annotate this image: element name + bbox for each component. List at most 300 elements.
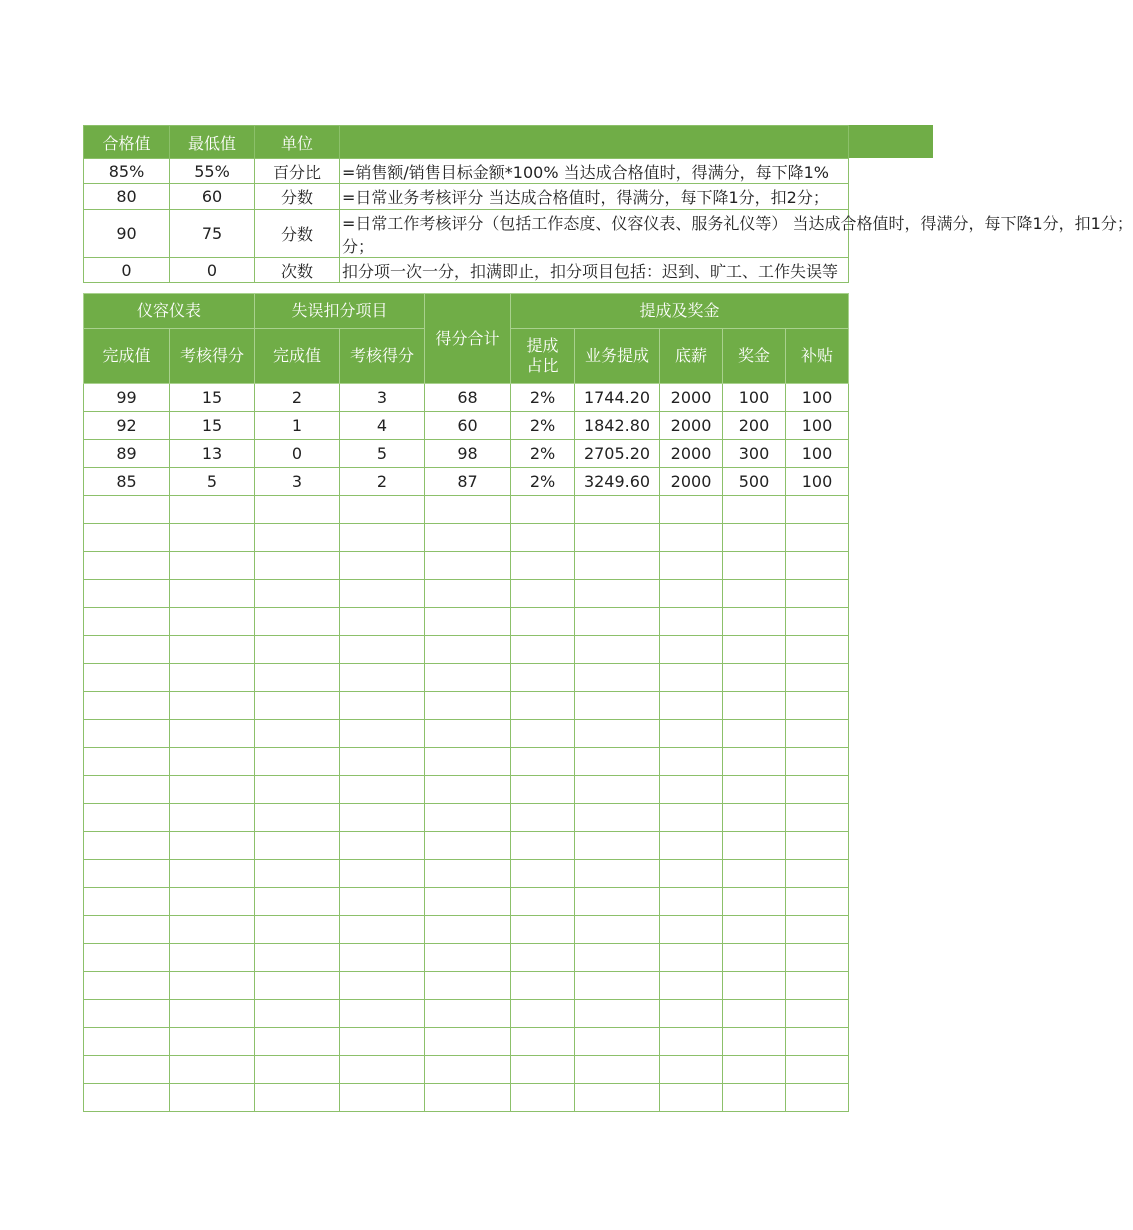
empty-cell[interactable] bbox=[786, 720, 849, 748]
empty-cell[interactable] bbox=[255, 552, 340, 580]
empty-cell[interactable] bbox=[84, 496, 170, 524]
empty-cell[interactable] bbox=[255, 664, 340, 692]
empty-cell[interactable] bbox=[425, 776, 511, 804]
empty-cell[interactable] bbox=[425, 1056, 511, 1084]
empty-cell[interactable] bbox=[425, 860, 511, 888]
empty-cell[interactable] bbox=[425, 972, 511, 1000]
empty-cell[interactable] bbox=[170, 496, 255, 524]
empty-cell[interactable] bbox=[340, 608, 425, 636]
cell-mistakes-done[interactable]: 2 bbox=[255, 384, 340, 412]
empty-cell[interactable] bbox=[425, 664, 511, 692]
header-appearance-done[interactable]: 完成值 bbox=[84, 329, 170, 384]
empty-cell[interactable] bbox=[425, 888, 511, 916]
empty-cell[interactable] bbox=[170, 944, 255, 972]
cell-pass[interactable]: 80 bbox=[84, 184, 170, 210]
header-total-score[interactable]: 得分合计 bbox=[425, 294, 511, 384]
empty-cell[interactable] bbox=[340, 636, 425, 664]
empty-cell[interactable] bbox=[786, 636, 849, 664]
cell-rate[interactable]: 2% bbox=[511, 384, 575, 412]
empty-cell[interactable] bbox=[255, 860, 340, 888]
cell-min[interactable]: 75 bbox=[170, 210, 255, 258]
empty-row bbox=[84, 1000, 849, 1028]
empty-cell[interactable] bbox=[255, 944, 340, 972]
empty-cell[interactable] bbox=[723, 832, 786, 860]
empty-cell[interactable] bbox=[340, 972, 425, 1000]
empty-cell[interactable] bbox=[723, 608, 786, 636]
empty-cell[interactable] bbox=[660, 972, 723, 1000]
empty-cell[interactable] bbox=[84, 1028, 170, 1056]
empty-cell[interactable] bbox=[84, 1000, 170, 1028]
empty-cell[interactable] bbox=[786, 804, 849, 832]
empty-cell[interactable] bbox=[511, 888, 575, 916]
empty-cell[interactable] bbox=[723, 496, 786, 524]
empty-cell[interactable] bbox=[84, 608, 170, 636]
empty-cell[interactable] bbox=[340, 1028, 425, 1056]
empty-cell[interactable] bbox=[786, 972, 849, 1000]
empty-cell[interactable] bbox=[425, 608, 511, 636]
empty-cell[interactable] bbox=[660, 608, 723, 636]
empty-cell[interactable] bbox=[170, 580, 255, 608]
empty-cell[interactable] bbox=[511, 916, 575, 944]
group-mistakes[interactable]: 失误扣分项目 bbox=[255, 294, 425, 329]
empty-cell[interactable] bbox=[786, 580, 849, 608]
empty-cell[interactable] bbox=[786, 888, 849, 916]
empty-cell[interactable] bbox=[786, 608, 849, 636]
empty-cell[interactable] bbox=[660, 496, 723, 524]
empty-cell[interactable] bbox=[575, 804, 660, 832]
empty-cell[interactable] bbox=[170, 1056, 255, 1084]
cell-unit[interactable]: 分数 bbox=[255, 210, 340, 258]
empty-cell[interactable] bbox=[575, 1000, 660, 1028]
empty-cell[interactable] bbox=[575, 720, 660, 748]
header-unit[interactable]: 单位 bbox=[255, 126, 340, 159]
cell-subsidy[interactable]: 100 bbox=[786, 412, 849, 440]
empty-cell[interactable] bbox=[425, 1028, 511, 1056]
cell-pass[interactable]: 90 bbox=[84, 210, 170, 258]
cell-subsidy[interactable]: 100 bbox=[786, 384, 849, 412]
empty-cell[interactable] bbox=[84, 776, 170, 804]
empty-cell[interactable] bbox=[511, 832, 575, 860]
empty-cell[interactable] bbox=[425, 524, 511, 552]
empty-cell[interactable] bbox=[255, 636, 340, 664]
cell-desc[interactable] bbox=[340, 210, 1133, 258]
empty-cell[interactable] bbox=[723, 916, 786, 944]
cell-desc[interactable]: =销售额/销售目标金额*100% 当达成合格值时，得满分，每下降1% bbox=[340, 159, 849, 184]
empty-cell[interactable] bbox=[340, 692, 425, 720]
empty-cell[interactable] bbox=[660, 1000, 723, 1028]
empty-cell[interactable] bbox=[255, 1000, 340, 1028]
empty-cell[interactable] bbox=[170, 608, 255, 636]
empty-row bbox=[84, 608, 849, 636]
cell-mistakes-score[interactable]: 4 bbox=[340, 412, 425, 440]
empty-cell[interactable] bbox=[170, 692, 255, 720]
empty-cell[interactable] bbox=[170, 916, 255, 944]
empty-cell[interactable] bbox=[340, 860, 425, 888]
empty-cell[interactable] bbox=[425, 580, 511, 608]
criteria-row bbox=[84, 184, 849, 210]
empty-cell[interactable] bbox=[425, 804, 511, 832]
empty-cell[interactable] bbox=[84, 552, 170, 580]
empty-cell[interactable] bbox=[575, 748, 660, 776]
empty-cell[interactable] bbox=[786, 1028, 849, 1056]
empty-cell[interactable] bbox=[170, 972, 255, 1000]
empty-cell[interactable] bbox=[340, 1056, 425, 1084]
empty-cell[interactable] bbox=[170, 832, 255, 860]
empty-cell[interactable] bbox=[340, 916, 425, 944]
cell-total[interactable]: 60 bbox=[425, 412, 511, 440]
cell-min[interactable]: 0 bbox=[170, 258, 255, 283]
empty-cell[interactable] bbox=[575, 496, 660, 524]
empty-cell[interactable] bbox=[511, 720, 575, 748]
cell-appearance-score[interactable]: 15 bbox=[170, 412, 255, 440]
empty-cell[interactable] bbox=[425, 1084, 511, 1112]
header-pass-value[interactable]: 合格值 bbox=[84, 126, 170, 159]
empty-cell[interactable] bbox=[575, 524, 660, 552]
header-subsidy[interactable]: 补贴 bbox=[786, 329, 849, 384]
empty-cell[interactable] bbox=[786, 832, 849, 860]
header-appearance-score[interactable]: 考核得分 bbox=[170, 329, 255, 384]
empty-cell[interactable] bbox=[723, 664, 786, 692]
empty-cell[interactable] bbox=[170, 1000, 255, 1028]
empty-cell[interactable] bbox=[255, 804, 340, 832]
cell-appearance-score[interactable]: 5 bbox=[170, 468, 255, 496]
empty-cell[interactable] bbox=[255, 748, 340, 776]
group-header-row bbox=[84, 294, 849, 329]
cell-base-salary[interactable]: 2000 bbox=[660, 384, 723, 412]
empty-cell[interactable] bbox=[575, 552, 660, 580]
empty-cell[interactable] bbox=[255, 888, 340, 916]
cell-appearance-score[interactable]: 15 bbox=[170, 384, 255, 412]
empty-cell[interactable] bbox=[425, 944, 511, 972]
empty-cell[interactable] bbox=[340, 888, 425, 916]
empty-cell[interactable] bbox=[170, 748, 255, 776]
empty-cell[interactable] bbox=[511, 692, 575, 720]
empty-cell[interactable] bbox=[511, 972, 575, 1000]
empty-cell[interactable] bbox=[575, 580, 660, 608]
empty-cell[interactable] bbox=[340, 720, 425, 748]
empty-cell[interactable] bbox=[723, 860, 786, 888]
cell-pass[interactable]: 0 bbox=[84, 258, 170, 283]
empty-cell[interactable] bbox=[425, 1000, 511, 1028]
empty-cell[interactable] bbox=[786, 916, 849, 944]
empty-cell[interactable] bbox=[786, 1084, 849, 1112]
cell-min[interactable]: 60 bbox=[170, 184, 255, 210]
empty-cell[interactable] bbox=[660, 1028, 723, 1056]
empty-cell[interactable] bbox=[425, 832, 511, 860]
empty-cell[interactable] bbox=[170, 804, 255, 832]
empty-cell[interactable] bbox=[511, 1056, 575, 1084]
empty-cell[interactable] bbox=[723, 1056, 786, 1084]
empty-cell[interactable] bbox=[660, 720, 723, 748]
empty-cell[interactable] bbox=[723, 524, 786, 552]
empty-cell[interactable] bbox=[170, 860, 255, 888]
cell-appearance-done[interactable]: 89 bbox=[84, 440, 170, 468]
cell-mistakes-score[interactable]: 3 bbox=[340, 384, 425, 412]
empty-cell[interactable] bbox=[255, 496, 340, 524]
empty-cell[interactable] bbox=[511, 1000, 575, 1028]
header-min-value[interactable]: 最低值 bbox=[170, 126, 255, 159]
empty-cell[interactable] bbox=[340, 664, 425, 692]
empty-cell[interactable] bbox=[786, 1000, 849, 1028]
empty-cell[interactable] bbox=[84, 860, 170, 888]
empty-cell[interactable] bbox=[660, 1084, 723, 1112]
empty-cell[interactable] bbox=[170, 776, 255, 804]
empty-cell[interactable] bbox=[340, 1084, 425, 1112]
empty-cell[interactable] bbox=[511, 860, 575, 888]
cell-total[interactable]: 68 bbox=[425, 384, 511, 412]
empty-cell[interactable] bbox=[723, 888, 786, 916]
empty-cell[interactable] bbox=[723, 776, 786, 804]
empty-cell[interactable] bbox=[425, 748, 511, 776]
header-bonus[interactable]: 奖金 bbox=[723, 329, 786, 384]
cell-mistakes-done[interactable]: 3 bbox=[255, 468, 340, 496]
empty-cell[interactable] bbox=[575, 776, 660, 804]
empty-cell[interactable] bbox=[340, 804, 425, 832]
empty-cell[interactable] bbox=[786, 552, 849, 580]
empty-cell[interactable] bbox=[660, 552, 723, 580]
empty-cell[interactable] bbox=[340, 580, 425, 608]
empty-cell[interactable] bbox=[340, 524, 425, 552]
empty-cell[interactable] bbox=[575, 1028, 660, 1056]
cell-bonus[interactable]: 200 bbox=[723, 412, 786, 440]
empty-cell[interactable] bbox=[660, 860, 723, 888]
empty-cell[interactable] bbox=[84, 888, 170, 916]
cell-mistakes-score[interactable]: 2 bbox=[340, 468, 425, 496]
empty-cell[interactable] bbox=[255, 720, 340, 748]
empty-cell[interactable] bbox=[255, 916, 340, 944]
empty-cell[interactable] bbox=[660, 832, 723, 860]
empty-cell[interactable] bbox=[786, 524, 849, 552]
empty-cell[interactable] bbox=[575, 972, 660, 1000]
cell-bonus[interactable]: 300 bbox=[723, 440, 786, 468]
empty-cell[interactable] bbox=[255, 608, 340, 636]
header-mistakes-done[interactable]: 完成值 bbox=[255, 329, 340, 384]
cell-subsidy[interactable]: 100 bbox=[786, 468, 849, 496]
empty-cell[interactable] bbox=[786, 776, 849, 804]
empty-cell[interactable] bbox=[511, 608, 575, 636]
empty-cell[interactable] bbox=[511, 1084, 575, 1112]
empty-cell[interactable] bbox=[170, 552, 255, 580]
group-commission[interactable]: 提成及奖金 bbox=[511, 294, 849, 329]
empty-cell[interactable] bbox=[660, 776, 723, 804]
empty-cell[interactable] bbox=[575, 944, 660, 972]
cell-desc[interactable]: =日常业务考核评分 当达成合格值时，得满分，每下降1分，扣2分； bbox=[340, 184, 849, 210]
cell-mistakes-done[interactable]: 1 bbox=[255, 412, 340, 440]
empty-cell[interactable] bbox=[786, 748, 849, 776]
empty-cell[interactable] bbox=[340, 776, 425, 804]
empty-cell[interactable] bbox=[511, 496, 575, 524]
cell-mistakes-done[interactable]: 0 bbox=[255, 440, 340, 468]
empty-cell[interactable] bbox=[340, 944, 425, 972]
empty-cell[interactable] bbox=[723, 944, 786, 972]
cell-biz-commission[interactable]: 1744.20 bbox=[575, 384, 660, 412]
cell-rate[interactable]: 2% bbox=[511, 468, 575, 496]
empty-cell[interactable] bbox=[255, 832, 340, 860]
empty-cell[interactable] bbox=[575, 888, 660, 916]
empty-cell[interactable] bbox=[660, 944, 723, 972]
empty-cell[interactable] bbox=[575, 832, 660, 860]
empty-cell[interactable] bbox=[84, 804, 170, 832]
empty-cell[interactable] bbox=[84, 944, 170, 972]
empty-cell[interactable] bbox=[723, 804, 786, 832]
cell-rate[interactable]: 2% bbox=[511, 440, 575, 468]
cell-base-salary[interactable]: 2000 bbox=[660, 412, 723, 440]
empty-cell[interactable] bbox=[425, 692, 511, 720]
empty-cell[interactable] bbox=[575, 860, 660, 888]
empty-cell[interactable] bbox=[84, 916, 170, 944]
empty-cell[interactable] bbox=[255, 1084, 340, 1112]
empty-row bbox=[84, 832, 849, 860]
empty-cell[interactable] bbox=[340, 832, 425, 860]
empty-cell[interactable] bbox=[660, 692, 723, 720]
empty-cell[interactable] bbox=[255, 524, 340, 552]
cell-biz-commission[interactable]: 1842.80 bbox=[575, 412, 660, 440]
cell-total[interactable]: 87 bbox=[425, 468, 511, 496]
empty-cell[interactable] bbox=[84, 832, 170, 860]
empty-cell[interactable] bbox=[170, 636, 255, 664]
empty-cell[interactable] bbox=[511, 776, 575, 804]
empty-cell[interactable] bbox=[170, 1084, 255, 1112]
empty-cell[interactable] bbox=[575, 608, 660, 636]
cell-desc[interactable]: 扣分项一次一分，扣满即止，扣分项目包括：迟到、旷工、工作失误等 bbox=[340, 258, 849, 283]
cell-bonus[interactable]: 100 bbox=[723, 384, 786, 412]
empty-cell[interactable] bbox=[723, 720, 786, 748]
cell-base-salary[interactable]: 2000 bbox=[660, 468, 723, 496]
empty-cell[interactable] bbox=[255, 972, 340, 1000]
empty-cell[interactable] bbox=[84, 748, 170, 776]
cell-unit[interactable]: 次数 bbox=[255, 258, 340, 283]
empty-cell[interactable] bbox=[660, 1056, 723, 1084]
empty-cell[interactable] bbox=[660, 580, 723, 608]
empty-cell[interactable] bbox=[340, 748, 425, 776]
empty-cell[interactable] bbox=[511, 524, 575, 552]
cell-unit[interactable]: 百分比 bbox=[255, 159, 340, 184]
cell-biz-commission[interactable]: 2705.20 bbox=[575, 440, 660, 468]
empty-cell[interactable] bbox=[84, 636, 170, 664]
empty-cell[interactable] bbox=[723, 580, 786, 608]
cell-appearance-done[interactable]: 99 bbox=[84, 384, 170, 412]
empty-cell[interactable] bbox=[84, 524, 170, 552]
empty-cell[interactable] bbox=[723, 972, 786, 1000]
cell-bonus[interactable]: 500 bbox=[723, 468, 786, 496]
empty-cell[interactable] bbox=[255, 1056, 340, 1084]
empty-cell[interactable] bbox=[660, 916, 723, 944]
cell-subsidy[interactable]: 100 bbox=[786, 440, 849, 468]
header-commission-rate[interactable] bbox=[511, 329, 575, 384]
empty-cell[interactable] bbox=[723, 636, 786, 664]
empty-cell[interactable] bbox=[723, 1084, 786, 1112]
empty-cell[interactable] bbox=[425, 720, 511, 748]
empty-cell[interactable] bbox=[786, 664, 849, 692]
empty-cell[interactable] bbox=[170, 888, 255, 916]
empty-cell[interactable] bbox=[786, 692, 849, 720]
empty-cell[interactable] bbox=[84, 1084, 170, 1112]
empty-row bbox=[84, 664, 849, 692]
empty-cell[interactable] bbox=[84, 1056, 170, 1084]
empty-cell[interactable] bbox=[170, 524, 255, 552]
empty-cell[interactable] bbox=[84, 580, 170, 608]
empty-cell[interactable] bbox=[511, 804, 575, 832]
empty-cell[interactable] bbox=[425, 916, 511, 944]
cell-appearance-done[interactable]: 92 bbox=[84, 412, 170, 440]
empty-cell[interactable] bbox=[170, 1028, 255, 1056]
cell-rate[interactable]: 2% bbox=[511, 412, 575, 440]
cell-unit[interactable]: 分数 bbox=[255, 184, 340, 210]
empty-cell[interactable] bbox=[723, 1000, 786, 1028]
cell-base-salary[interactable]: 2000 bbox=[660, 440, 723, 468]
empty-cell[interactable] bbox=[511, 748, 575, 776]
cell-total[interactable]: 98 bbox=[425, 440, 511, 468]
empty-cell[interactable] bbox=[575, 636, 660, 664]
cell-appearance-done[interactable]: 85 bbox=[84, 468, 170, 496]
empty-cell[interactable] bbox=[660, 804, 723, 832]
header-biz-commission[interactable]: 业务提成 bbox=[575, 329, 660, 384]
empty-cell[interactable] bbox=[723, 552, 786, 580]
empty-cell[interactable] bbox=[511, 944, 575, 972]
cell-appearance-score[interactable]: 13 bbox=[170, 440, 255, 468]
cell-mistakes-score[interactable]: 5 bbox=[340, 440, 425, 468]
empty-cell[interactable] bbox=[511, 664, 575, 692]
empty-cell[interactable] bbox=[575, 664, 660, 692]
empty-cell[interactable] bbox=[660, 524, 723, 552]
empty-cell[interactable] bbox=[511, 636, 575, 664]
cell-biz-commission[interactable]: 3249.60 bbox=[575, 468, 660, 496]
empty-cell[interactable] bbox=[575, 1084, 660, 1112]
empty-cell[interactable] bbox=[255, 1028, 340, 1056]
cell-pass[interactable]: 85% bbox=[84, 159, 170, 184]
empty-cell[interactable] bbox=[511, 580, 575, 608]
empty-cell[interactable] bbox=[786, 944, 849, 972]
empty-cell[interactable] bbox=[786, 1056, 849, 1084]
empty-cell[interactable] bbox=[575, 1056, 660, 1084]
empty-cell[interactable] bbox=[84, 720, 170, 748]
group-appearance[interactable]: 仪容仪表 bbox=[84, 294, 255, 329]
empty-cell[interactable] bbox=[84, 972, 170, 1000]
header-description[interactable] bbox=[340, 126, 849, 159]
empty-cell[interactable] bbox=[340, 1000, 425, 1028]
empty-cell[interactable] bbox=[170, 664, 255, 692]
empty-cell[interactable] bbox=[511, 1028, 575, 1056]
empty-cell[interactable] bbox=[786, 496, 849, 524]
empty-cell[interactable] bbox=[255, 580, 340, 608]
empty-cell[interactable] bbox=[786, 860, 849, 888]
empty-cell[interactable] bbox=[660, 888, 723, 916]
empty-cell[interactable] bbox=[723, 692, 786, 720]
empty-cell[interactable] bbox=[511, 552, 575, 580]
empty-cell[interactable] bbox=[84, 664, 170, 692]
empty-cell[interactable] bbox=[425, 496, 511, 524]
cell-min[interactable]: 55% bbox=[170, 159, 255, 184]
empty-cell[interactable] bbox=[425, 636, 511, 664]
header-mistakes-score[interactable]: 考核得分 bbox=[340, 329, 425, 384]
empty-cell[interactable] bbox=[575, 692, 660, 720]
empty-cell[interactable] bbox=[723, 748, 786, 776]
empty-cell[interactable] bbox=[170, 720, 255, 748]
empty-cell[interactable] bbox=[575, 916, 660, 944]
empty-cell[interactable] bbox=[255, 776, 340, 804]
empty-cell[interactable] bbox=[723, 1028, 786, 1056]
empty-cell[interactable] bbox=[84, 692, 170, 720]
empty-cell[interactable] bbox=[340, 552, 425, 580]
empty-cell[interactable] bbox=[660, 636, 723, 664]
empty-cell[interactable] bbox=[340, 496, 425, 524]
empty-cell[interactable] bbox=[660, 664, 723, 692]
empty-cell[interactable] bbox=[255, 692, 340, 720]
empty-row bbox=[84, 860, 849, 888]
header-base-salary[interactable]: 底薪 bbox=[660, 329, 723, 384]
empty-cell[interactable] bbox=[660, 748, 723, 776]
empty-cell[interactable] bbox=[425, 552, 511, 580]
